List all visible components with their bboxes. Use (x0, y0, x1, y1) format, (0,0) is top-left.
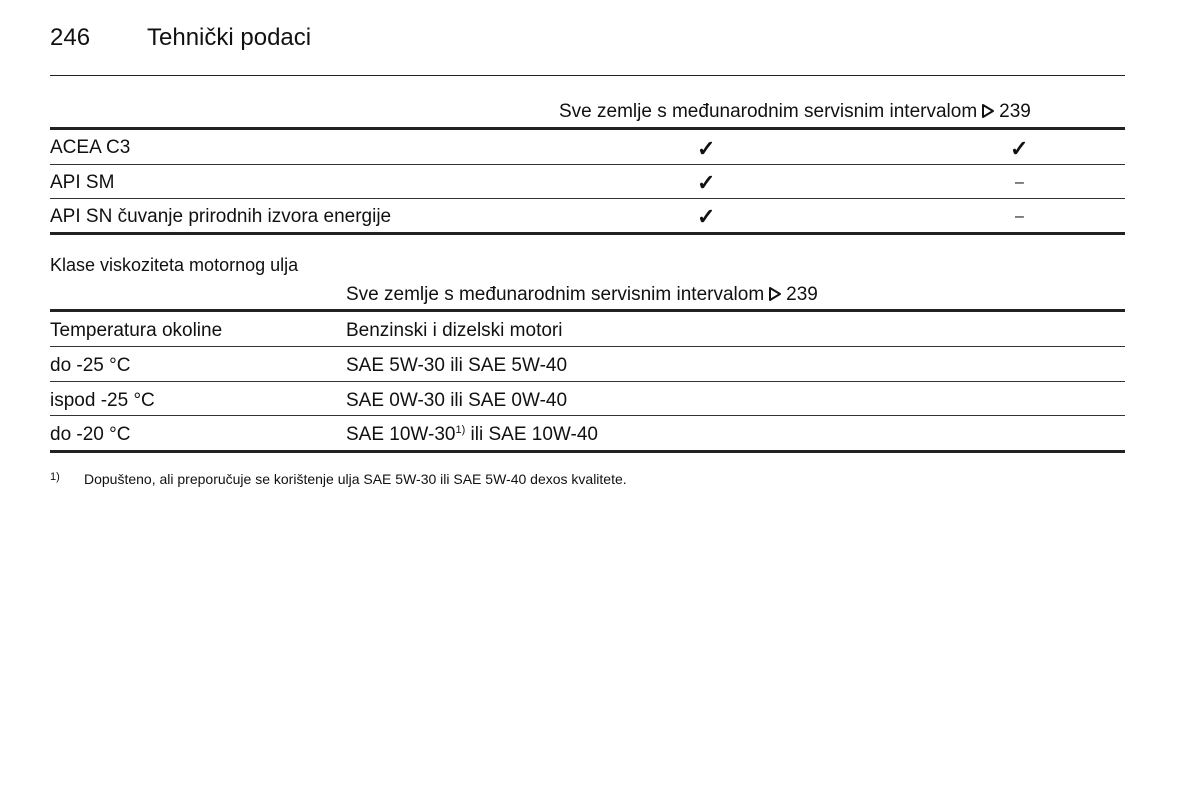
oil-spec-row-label: API SM (50, 172, 115, 193)
footnote-text: Dopušteno, ali preporučuje se korištenje ulja SAE 5W-30 ili SAE 5W-40 dexos kvalitete. (84, 471, 627, 487)
viscosity-header-temperature: Temperatura okoline (50, 320, 223, 341)
viscosity-oil-grade: SAE 10W-30 (346, 424, 456, 445)
header-divider (50, 75, 1125, 76)
oil-spec-header-rule (50, 127, 1125, 130)
page-section-title: Tehnički podaci (147, 24, 312, 51)
footnote-reference: 1) (455, 424, 466, 436)
table-row-divider (50, 415, 1125, 416)
viscosity-row-oil (346, 424, 598, 446)
viscosity-column-header-text: Sve zemlje s međunarodnim servisnim intervalom (346, 284, 765, 305)
oil-spec-column-header-ref: 239 (999, 101, 1031, 122)
viscosity-oil-grade-alt: ili SAE 10W-40 (465, 424, 598, 445)
footnote-marker: 1) (50, 471, 60, 483)
check-icon: ✓ (697, 204, 716, 229)
oil-spec-row-label: API SN čuvanje prirodnih izvora energije (50, 206, 392, 227)
check-icon: ✓ (1010, 136, 1029, 161)
viscosity-column-header-ref: 239 (786, 284, 818, 305)
viscosity-bottom-rule (50, 450, 1125, 453)
viscosity-row-temperature: ispod -25 °C (50, 390, 155, 411)
viscosity-header-rule (50, 309, 1125, 312)
oil-spec-column-header (559, 101, 1031, 125)
check-icon: ✓ (697, 170, 716, 195)
viscosity-header-engines: Benzinski i dizelski motori (346, 320, 563, 341)
oil-spec-column-header-text: Sve zemlje s međunarodnim servisnim intervalom (559, 101, 978, 122)
table-row-divider (50, 164, 1125, 165)
viscosity-row-temperature: do -20 °C (50, 424, 131, 445)
viscosity-column-header (346, 284, 818, 308)
page-number: 246 (50, 24, 91, 51)
dash-mark: – (1015, 174, 1024, 191)
dash-mark: – (1015, 208, 1024, 225)
page-reference-arrow-icon (981, 103, 995, 125)
table-row-divider (50, 346, 1125, 347)
oil-spec-row-label: ACEA C3 (50, 137, 131, 158)
table-row-divider (50, 381, 1125, 382)
viscosity-row-oil: SAE 5W-30 ili SAE 5W-40 (346, 355, 568, 376)
oil-spec-bottom-rule (50, 232, 1125, 235)
viscosity-row-oil: SAE 0W-30 ili SAE 0W-40 (346, 390, 568, 411)
page-reference-arrow-icon (768, 286, 782, 308)
viscosity-row-temperature: do -25 °C (50, 355, 131, 376)
check-icon: ✓ (697, 136, 716, 161)
table-row-divider (50, 198, 1125, 199)
viscosity-section-title: Klase viskoziteta motornog ulja (50, 255, 299, 275)
